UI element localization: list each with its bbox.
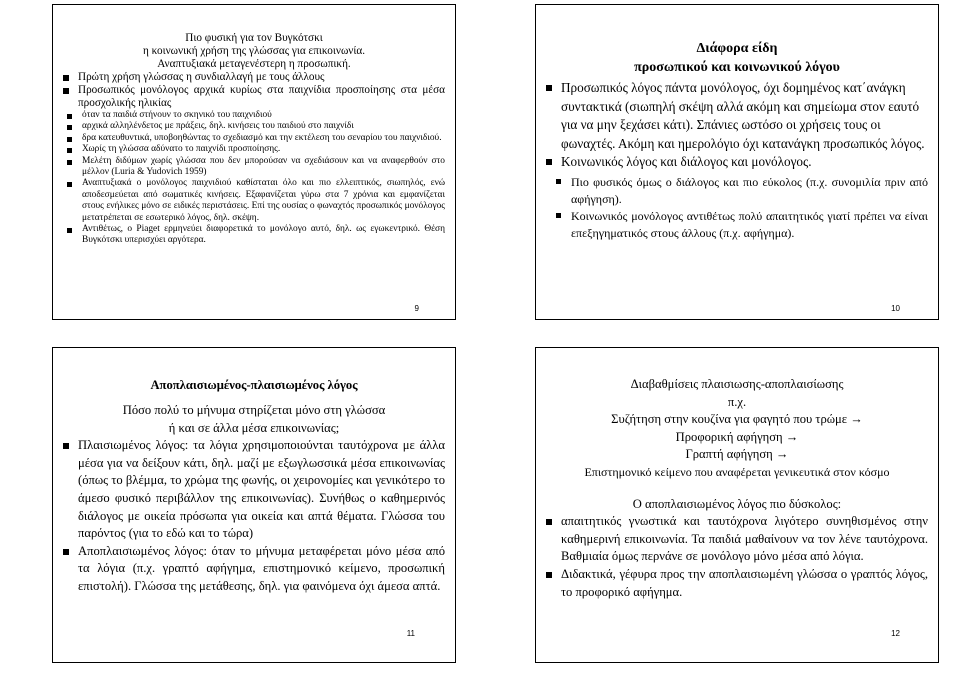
slide-9-line-3: Αναπτυξιακά μεταγενέστερη η προσωπική. — [157, 58, 351, 70]
slide-10-title-line-2: προσωπικού και κοινωνικού λόγου — [634, 60, 840, 75]
slide-9-sub-3: δρα κατευθυντικά, υποβοηθώντας το σχεδιασμό και την εκτέλεση του σεναρίου του παιχνιδιού. — [67, 133, 445, 144]
square-bullet-icon — [546, 519, 552, 525]
slide-10-bullet-1: Προσωπικός λόγος πάντα μονόλογος, όχι δομημένος κατ΄ανάγκη συντακτικά (σιωπηλή σκέψη αλλά ακόμη και σημείωμα στον εαυτό για να μην ξεχάσει κάτι). Σπάνιες ωστόσο οι χρήσεις τους οι φωναχτές. Ακόμη και ημερολόγιο όχι κατανάγκη προσωπικός λόγος. — [546, 79, 928, 153]
slide-9-sub-2: αρχικά αλληλένδετος με πράξεις, δηλ. κινήσεις του παιδιού στο παιχνίδι — [67, 121, 445, 132]
page-number-11: 11 — [406, 629, 415, 638]
slide-10-sub-2: Κοινωνικός μονόλογος αντιθέτως πολύ απαιτητικός γιατί πρέπει να είναι επεξηγηματικός στους άλλους (π.χ. αφήγημα). — [556, 208, 928, 242]
slide-11-bullet-1: Πλαισιωμένος λόγος: τα λόγια χρησιμοποιούνται ταυτόχρονα με άλλα μέσα για να δείξουν κάτι, δηλ. μαζί με εξωγλωσσικά μέσα επικοινωνίας (όπως το βλέμμα, το χρώμα της φωνής, οι χειρονομίες και γενικότερο το άμεσο φυσικό περιβάλλον της επικοινωνίας). Συνήθως ο καθημερινός διάλογος με οικεία πρόσωπα για οικεία και απτά θέματα. Γλώσσα του παρόντος (για το εδώ και το τώρα) — [63, 437, 445, 543]
square-bullet-icon — [546, 85, 552, 91]
slide-12-subtitle: Ο αποπλαισιωμένος λόγος πιο δύσκολος: — [632, 496, 842, 511]
square-bullet-icon — [546, 572, 552, 578]
square-bullet-icon — [556, 213, 561, 218]
square-bullet-icon — [546, 159, 552, 165]
square-bullet-icon — [63, 549, 69, 555]
square-bullet-icon — [556, 179, 561, 184]
square-bullet-icon — [67, 182, 72, 187]
slide-11-intro-2: ή και σε άλλα μέσα επικοινωνίας; — [168, 420, 340, 435]
slide-9-line-2: η κοινωνική χρήση της γλώσσας για επικοινωνία. — [142, 45, 366, 57]
slide-12-bullet-2: Διδακτικά, γέφυρα προς την αποπλαισιωμένη γλώσσα ο γραπτός λόγος, το προφορικό αφήγημα. — [546, 566, 928, 601]
page-number-12: 12 — [891, 629, 900, 638]
slide-9-line-1: Πιο φυσική για τον Βυγκότσκι — [185, 32, 323, 44]
slide-12-line-1: Συζήτηση στην κουζίνα για φαγητό που τρώμε → — [611, 412, 863, 427]
slide-9-bullet-2: Προσωπικός μονόλογος αρχικά κυρίως στα παιχνίδια προσποίησης στα μέσα προσχολικής ηλικίας — [63, 84, 445, 110]
slide-9-sub-6: Αναπτυξιακά ο μονόλογος παιχνιδιού καθίσταται όλο και πιο ελλειπτικός, σιωπηλός, ενώ αποδεσμεύεται από σωματικές κινήσεις. Εξαφανίζεται γύρω στα 7 χρόνια και εμφανίζεται στους ενήλικες μόνο σε ειδικές περιστάσεις. Επί της ουσίας ο φωναχτός προσωπικός μονόλογος μετατρέπεται σε εσωτερικό λόγος, δηλ. σκέψη. — [67, 178, 445, 224]
slide-11-bullet-2: Αποπλαισιωμένος λόγος: όταν το μήνυμα μεταφέρεται μόνο μέσα από τα λόγια (π.χ. γραπτό αφήγημα, επιστημονικό κείμενο, προσωπική επιστολή). Γλώσσα της μετάθεσης, δηλ. για φαινόμενα όχι άμεσα απτά. — [63, 543, 445, 596]
slide-9-sub-1: όταν τα παιδιά στήνουν το σκηνικό του παιχνιδιού — [67, 110, 445, 121]
square-bullet-icon — [67, 125, 72, 130]
square-bullet-icon — [63, 443, 69, 449]
slide-12-body — [546, 376, 928, 601]
slide-10-bullet-2: Κοινωνικός λόγος και διάλογος και μονόλογος. — [546, 153, 928, 172]
page-number-10: 10 — [891, 304, 900, 313]
slide-12-example-label: π.χ. — [727, 394, 747, 409]
slide-10-title-line-1: Διάφορα είδη — [696, 41, 778, 56]
slide-12-title: Διαβαθμίσεις πλαισιωσης-αποπλαισίωσης — [630, 377, 844, 391]
slide-9-sub-5: Μελέτη διδύμων χωρίς γλώσσα που δεν μπορούσαν να σχεδιάσουν και να αναφερθούν στο μέλλον (Luria & Yudovich 1959) — [67, 156, 445, 179]
slide-9 — [52, 4, 456, 320]
square-bullet-icon — [67, 137, 72, 142]
square-bullet-icon — [67, 228, 72, 233]
slide-10-body — [546, 39, 928, 242]
slide-10 — [535, 4, 939, 320]
square-bullet-icon — [67, 148, 72, 153]
slide-9-sub-7: Αντιθέτως, ο Piaget ερμηνεύει διαφορετικά το μονόλογο αυτό, δηλ. ως εγωκεντρικό. Θέση Βυγκότσκι υπερισχύει αργότερα. — [67, 224, 445, 247]
slide-10-sub-1: Πιο φυσικός όμως ο διάλογος και πιο εύκολος (π.χ. συνομιλία πριν από αφήγηση). — [556, 174, 928, 208]
square-bullet-icon — [63, 75, 69, 81]
square-bullet-icon — [67, 160, 72, 165]
slide-9-body — [63, 32, 445, 247]
square-bullet-icon — [67, 114, 72, 119]
slide-11-body — [63, 376, 445, 596]
slide-11-intro-1: Πόσο πολύ το μήνυμα στηρίζεται μόνο στη γλώσσα — [122, 403, 386, 417]
slide-12 — [535, 347, 939, 663]
slide-12-line-2: Προφορική αφήγηση → — [675, 429, 799, 444]
slide-11-title: Αποπλαισιωμένος-πλαισιωμένος λόγος — [150, 378, 358, 392]
slide-12-line-4: Επιστημονικό κείμενο που αναφέρεται γενικευτικά στον κόσμο — [584, 464, 890, 479]
square-bullet-icon — [63, 88, 69, 94]
slide-11 — [52, 347, 456, 663]
page-number-9: 9 — [414, 304, 419, 313]
slide-12-line-3: Γραπτή αφήγηση → — [685, 447, 789, 462]
slide-9-sub-4: Χωρίς τη γλώσσα αδύνατο το παιχνίδι προσποίησης. — [67, 144, 445, 155]
slide-12-bullet-1: απαιτητικός γνωστικά και ταυτόχρονα λιγότερο συνηθισμένος στην καθημερινή επικοινωνία. Τα παιδιά μαθαίνουν να τον λένε ταυτόχρονα. Βαθμιαία όμως περνάνε σε μονόλογο μόνο μέσα από λόγια. — [546, 513, 928, 566]
slide-9-bullet-1: Πρώτη χρήση γλώσσας η συνδιαλλαγή με τους άλλους — [63, 71, 445, 84]
